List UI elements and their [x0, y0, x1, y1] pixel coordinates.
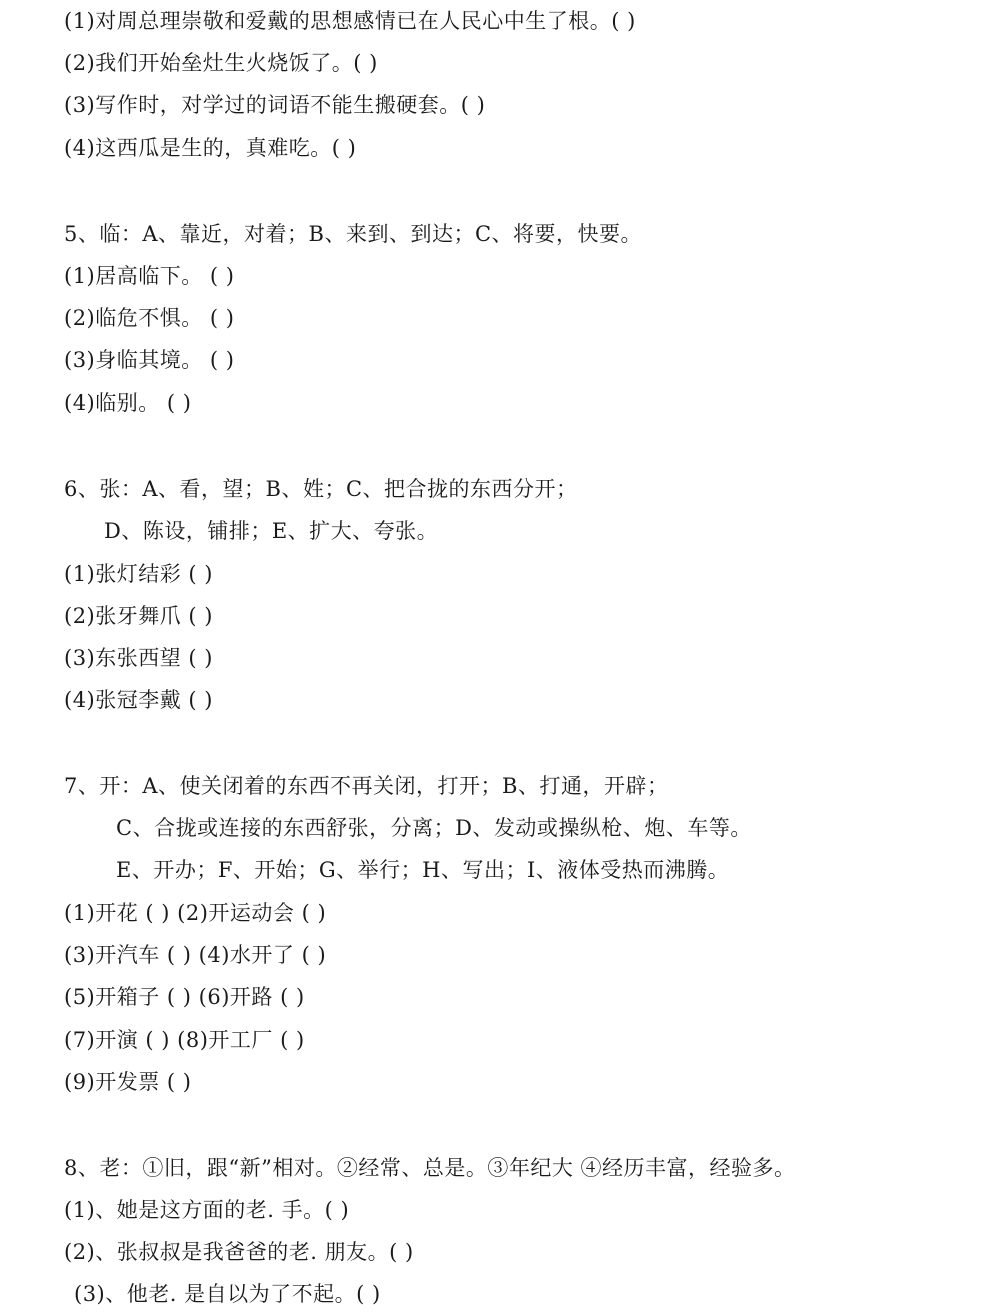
- s8-item-1: (1)、她是这方面的老. 手。( ): [64, 1198, 350, 1222]
- s7-question: 7、开：A、使关闭着的东西不再关闭，打开；B、打通，开辟；: [64, 774, 669, 798]
- s6-item-3: (3)东张西望 ( ): [64, 646, 213, 670]
- s8-question: 8、老：①旧，跟“新”相对。②经常、总是。③年纪大 ④经历丰富，经验多。: [64, 1156, 796, 1180]
- s7-item-9: (9)开发票 ( ): [64, 1070, 192, 1094]
- s4-item-4: (4)这西瓜是生的，真难吃。( ): [64, 136, 357, 160]
- s7-question-cont-2: E、开办；F、开始；G、举行；H、写出；I、液体受热而沸腾。: [116, 858, 730, 882]
- s5-item-4: (4)临别。 ( ): [64, 391, 192, 415]
- s4-item-2: (2)我们开始垒灶生火烧饭了。( ): [64, 51, 378, 75]
- s6-item-4: (4)张冠李戴 ( ): [64, 688, 213, 712]
- s7-items-1-2: (1)开花 ( ) (2)开运动会 ( ): [64, 901, 327, 925]
- s4-item-1: (1)对周总理崇敬和爱戴的思想感情已在人民心中生了根。( ): [64, 9, 636, 33]
- s5-question: 5、临：A、靠近，对着；B、来到、到达；C、将要，快要。: [64, 222, 643, 246]
- s6-item-2: (2)张牙舞爪 ( ): [64, 604, 213, 628]
- s8-item-2: (2)、张叔叔是我爸爸的老. 朋友。( ): [64, 1240, 414, 1264]
- s4-item-3: (3)写作时，对学过的词语不能生搬硬套。( ): [64, 93, 486, 117]
- s5-item-1: (1)居高临下。 ( ): [64, 264, 235, 288]
- s5-item-2: (2)临危不惧。 ( ): [64, 306, 235, 330]
- s7-items-3-4: (3)开汽车 ( ) (4)水开了 ( ): [64, 943, 327, 967]
- s6-item-1: (1)张灯结彩 ( ): [64, 562, 213, 586]
- s6-question-cont: D、陈设，铺排；E、扩大、夸张。: [104, 519, 439, 543]
- s6-question: 6、张：A、看，望；B、姓；C、把合拢的东西分开；: [64, 477, 578, 501]
- s5-item-3: (3)身临其境。 ( ): [64, 348, 235, 372]
- s7-question-cont-1: C、合拢或连接的东西舒张，分离；D、发动或操纵枪、炮、车等。: [116, 816, 752, 840]
- s7-items-5-6: (5)开箱子 ( ) (6)开路 ( ): [64, 985, 305, 1009]
- s7-items-7-8: (7)开演 ( ) (8)开工厂 ( ): [64, 1028, 305, 1052]
- s8-item-3: (3)、他老. 是自以为了不起。( ): [74, 1282, 381, 1306]
